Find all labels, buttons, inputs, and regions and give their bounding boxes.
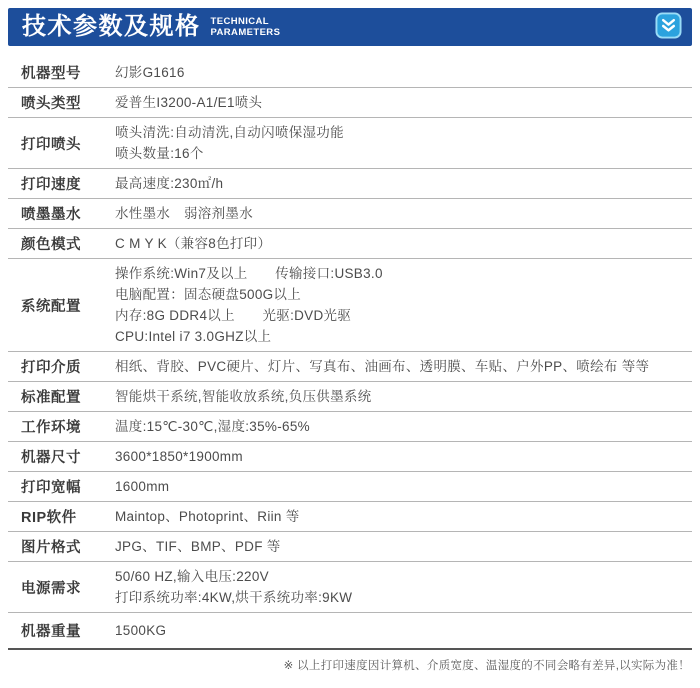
collapse-section-button[interactable] (654, 13, 682, 41)
spec-value-line: 智能烘干系统,智能收放系统,负压供墨系统 (115, 389, 372, 404)
spec-row-work-environment (8, 412, 692, 442)
spec-value-line: C M Y K（兼容8色打印） (115, 236, 272, 251)
spec-row-print-head (8, 118, 692, 169)
spec-label: 电源需求 (21, 580, 81, 597)
spec-value-line: 1600mm (115, 479, 170, 494)
spec-row-ink-type (8, 199, 692, 229)
spec-value-line: 喷头数量:16个 (115, 146, 204, 161)
spec-value-line: Maintop、Photoprint、Riin 等 (115, 509, 300, 524)
spec-table (8, 58, 692, 650)
spec-value-line: JPG、TIF、BMP、PDF 等 (115, 539, 281, 554)
spec-value (115, 233, 692, 254)
spec-value (115, 92, 692, 113)
spec-label: 打印速度 (21, 177, 81, 193)
spec-value-line: 电脑配置：固态硬盘500G以上 (115, 287, 302, 302)
spec-value (115, 356, 692, 377)
spec-label: 标准配置 (21, 390, 81, 406)
spec-label: 机器重量 (21, 624, 81, 640)
spec-value (115, 122, 692, 164)
spec-value-line: 喷头清洗:自动清洗,自动闪喷保湿功能 (115, 125, 344, 140)
spec-label: 机器型号 (21, 66, 81, 82)
spec-value-line: CPU:Intel i7 3.0GHZ以上 (115, 329, 272, 344)
spec-value (115, 416, 692, 437)
spec-row-rip-software (8, 502, 692, 532)
spec-value-line: 50/60 HZ,输入电压:220V (115, 569, 269, 584)
spec-value-line: 相纸、背胶、PVC硬片、灯片、写真布、油画布、透明膜、车贴、户外PP、喷绘布 等等 (115, 359, 650, 374)
spec-row-standard-config (8, 382, 692, 412)
spec-row-color-mode (8, 229, 692, 259)
spec-value-line: 幻影G1616 (115, 65, 185, 80)
spec-value-line: 最高速度:230㎡/h (115, 176, 224, 191)
spec-label: 喷头类型 (21, 96, 81, 112)
spec-value (115, 476, 692, 497)
spec-value (115, 506, 692, 527)
spec-label: 喷墨墨水 (21, 207, 81, 223)
spec-value (115, 62, 692, 83)
spec-value (115, 536, 692, 557)
spec-label: 打印喷头 (21, 136, 81, 153)
spec-value (115, 203, 692, 224)
spec-row-machine-model (8, 58, 692, 88)
spec-row-machine-size (8, 442, 692, 472)
spec-label: 打印介质 (21, 360, 81, 376)
spec-row-power-requirement (8, 562, 692, 613)
spec-value (115, 173, 692, 194)
spec-label: 打印宽幅 (21, 480, 81, 496)
spec-value (115, 566, 692, 608)
spec-label: 机器尺寸 (21, 450, 81, 466)
double-chevron-down-icon (655, 12, 682, 42)
spec-row-image-format (8, 532, 692, 562)
spec-value (115, 620, 692, 641)
page-subtitle-line2: PARAMETERS (210, 27, 281, 38)
spec-label: 图片格式 (21, 540, 81, 556)
page-subtitle-line1: TECHNICAL (210, 16, 269, 27)
page-title: 技术参数及规格 (22, 13, 201, 40)
spec-value (115, 386, 692, 407)
spec-value (115, 446, 692, 467)
spec-row-printhead-type (8, 88, 692, 118)
spec-value-line: 温度:15℃-30℃,湿度:35%-65% (115, 419, 310, 434)
spec-row-print-width (8, 472, 692, 502)
page-subtitle (211, 16, 281, 38)
spec-value-line: 打印系统功率:4KW,烘干系统功率:9KW (115, 590, 353, 605)
spec-value-line: 水性墨水 弱溶剂墨水 (115, 206, 253, 221)
spec-value (115, 263, 692, 347)
spec-value-line: 内存:8G DDR4以上 光驱:DVD光驱 (115, 308, 352, 323)
spec-label: RIP软件 (21, 510, 77, 526)
spec-value-line: 3600*1850*1900mm (115, 449, 243, 464)
spec-label: 颜色模式 (21, 237, 81, 253)
footer-disclaimer: ※ 以上打印速度因计算机、介质宽度、温湿度的不同会略有差异,以实际为准！ (283, 660, 690, 672)
spec-value-line: 1500KG (115, 623, 167, 638)
spec-label: 工作环境 (21, 420, 81, 436)
spec-label: 系统配置 (21, 298, 81, 315)
spec-row-machine-weight (8, 613, 692, 650)
spec-value-line: 爱普生I3200-A1/E1喷头 (115, 95, 263, 110)
spec-row-print-media (8, 352, 692, 382)
spec-value-line: 操作系统:Win7及以上 传输接口:USB3.0 (115, 266, 383, 281)
spec-row-print-speed (8, 169, 692, 199)
spec-row-system-config (8, 259, 692, 352)
header-bar (8, 8, 692, 46)
